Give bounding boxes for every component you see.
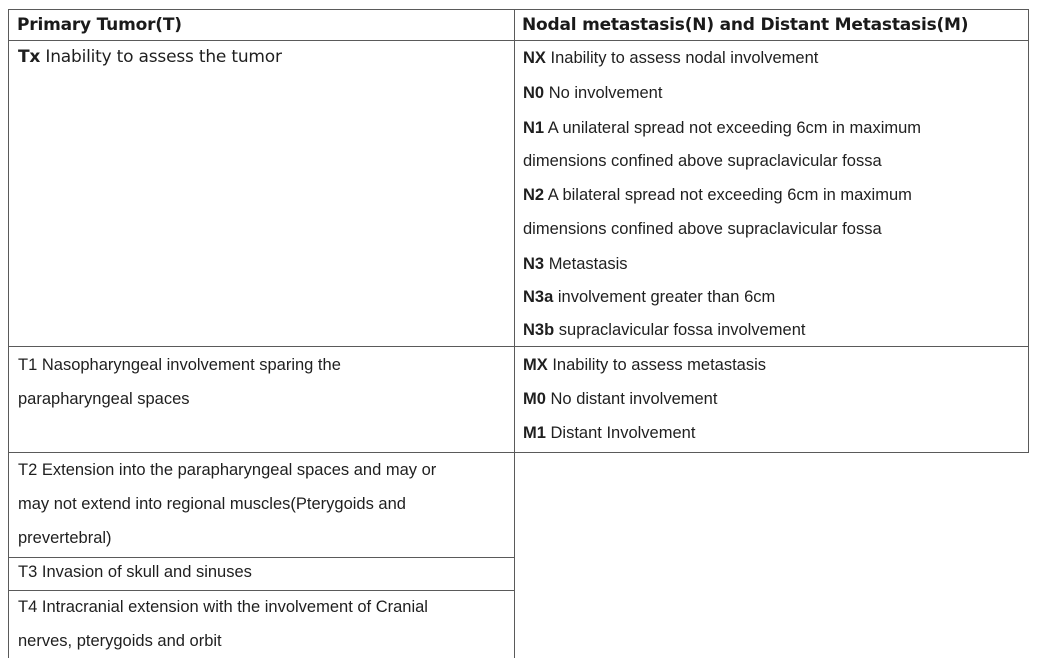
cell-metastasis [514, 346, 1029, 453]
cell-tx [8, 40, 515, 347]
n2-text-line2: dimensions confined above supraclavicular fossa [523, 220, 882, 238]
n0-row [523, 84, 662, 103]
n2-row [523, 186, 912, 205]
t1-text-line1: Nasopharyngeal involvement sparing the [41, 356, 341, 374]
t2-code: T2 [18, 461, 38, 479]
m1-code: M1 [523, 424, 546, 442]
t1-text-line2: parapharyngeal spaces [18, 390, 190, 408]
n0-text: No involvement [548, 84, 663, 102]
m0-text: No distant involvement [550, 390, 718, 408]
m1-row [523, 424, 695, 443]
tx-code: Tx [18, 47, 41, 67]
header-nodal-distant [514, 9, 1029, 41]
t1-row-continued [18, 390, 190, 409]
t1-code: T1 [18, 356, 38, 374]
header-primary-tumor [8, 9, 515, 41]
n0-code: N0 [523, 84, 545, 102]
header-nodal-distant-text: Nodal metastasis(N) and Distant Metastasis(M) [522, 15, 969, 35]
nx-text: Inability to assess nodal involvement [550, 49, 819, 67]
n1-text-line2: dimensions confined above supraclavicular fossa [523, 152, 882, 170]
header-primary-tumor-text: Primary Tumor(T) [17, 15, 182, 35]
n3b-text: supraclavicular fossa involvement [558, 321, 806, 339]
t4-row-continued [18, 632, 222, 651]
n3a-row [523, 288, 775, 307]
cell-t3 [8, 557, 515, 591]
mx-text: Inability to assess metastasis [552, 356, 767, 374]
t4-text-line1: Intracranial extension with the involvement of Cranial [41, 598, 428, 616]
m0-row [523, 390, 717, 409]
n3a-code: N3a [523, 288, 554, 306]
n1-row [523, 119, 921, 138]
cell-t2 [8, 452, 515, 558]
t2-text-line2: may not extend into regional muscles(Pterygoids and [18, 495, 406, 513]
n2-text-line1: A bilateral spread not exceeding 6cm in maximum [547, 186, 912, 204]
n3-row [523, 255, 628, 274]
n3b-code: N3b [523, 321, 555, 339]
n3b-row [523, 321, 805, 340]
n1-row-continued [523, 152, 882, 171]
t2-text-line3: prevertebral) [18, 529, 112, 547]
t3-row [18, 563, 252, 582]
t3-text: Invasion of skull and sinuses [41, 563, 252, 581]
tx-text: Inability to assess the tumor [45, 47, 282, 67]
m0-code: M0 [523, 390, 546, 408]
n2-code: N2 [523, 186, 545, 204]
cell-t4 [8, 590, 515, 658]
cell-nodal [514, 40, 1029, 347]
n2-row-continued [523, 220, 882, 239]
t4-row [18, 598, 428, 617]
n1-text-line1: A unilateral spread not exceeding 6cm in maximum [547, 119, 922, 137]
t2-row-continued [18, 495, 406, 514]
nx-row [523, 49, 818, 68]
n3-text: Metastasis [548, 255, 628, 273]
m1-text: Distant Involvement [550, 424, 696, 442]
t3-code: T3 [18, 563, 38, 581]
t4-code: T4 [18, 598, 38, 616]
t4-text-line2: nerves, pterygoids and orbit [18, 632, 222, 650]
t2-row [18, 461, 436, 480]
t2-row-continued-2 [18, 529, 112, 548]
n1-code: N1 [523, 119, 545, 137]
n3a-text: involvement greater than 6cm [557, 288, 776, 306]
tx-row [18, 47, 282, 67]
mx-code: MX [523, 356, 548, 374]
t1-row [18, 356, 341, 375]
t2-text-line1: Extension into the parapharyngeal spaces and may or [41, 461, 437, 479]
mx-row [523, 356, 766, 375]
cell-t1 [8, 346, 515, 453]
n3-code: N3 [523, 255, 545, 273]
nx-code: NX [523, 49, 546, 67]
